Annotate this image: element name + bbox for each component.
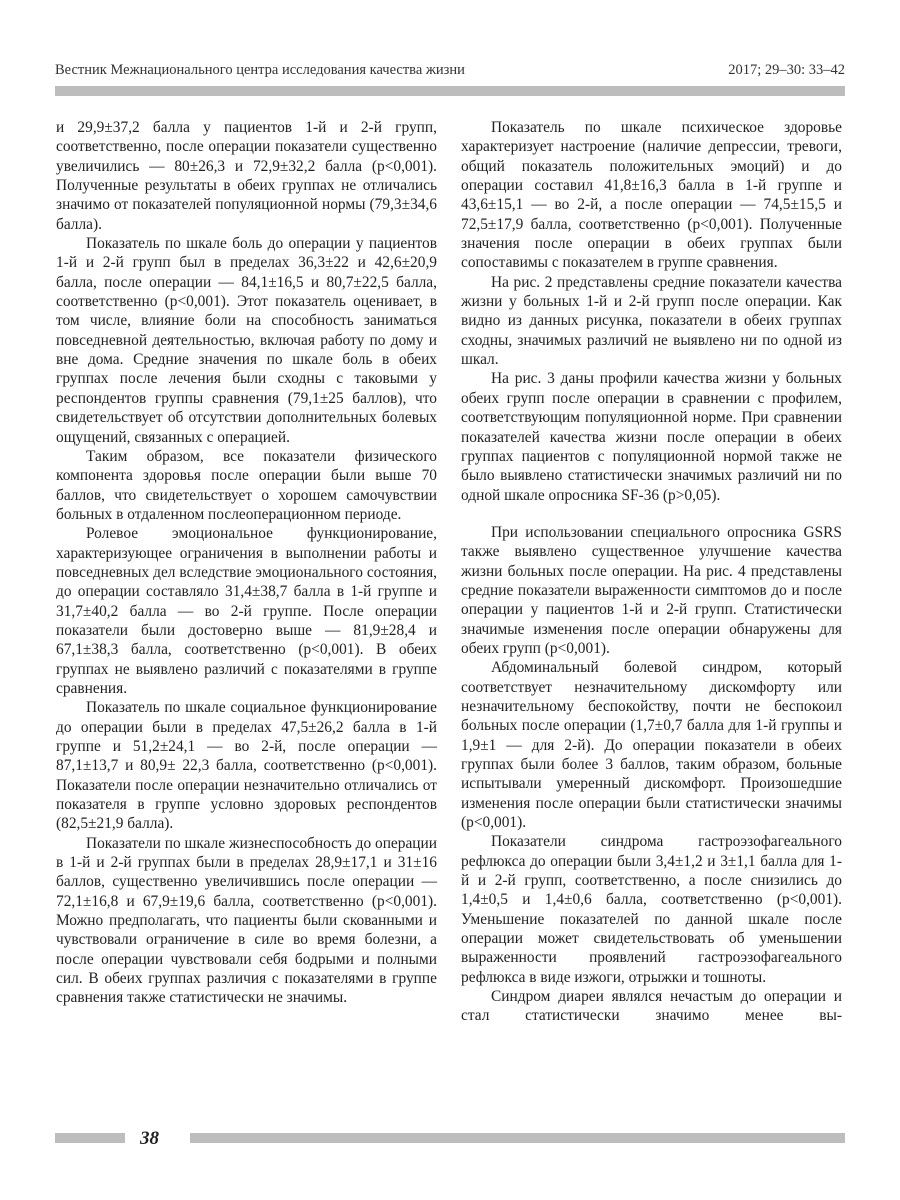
footer-rule-left (55, 1133, 125, 1143)
right-column (461, 118, 842, 1026)
paragraph: Показатель по шкале боль до операции у пациентов 1-й и 2-й групп был в пределах 36,3±22 и 42,6±20,9 балла, после операции — 84,1±16,5 и 80,7±22,5 балла, соответственно (p<0,001). Этот показатель оценивает, в том числе, влияние боли на способность заниматься повседневной деятельностью, включая работу по дому и вне дома. Средние значения по шкале боль в обеих группах после лечения были сходны с таковыми у респондентов группы сравнения (79,1±25 баллов), что свидетельствует об отсутствии дополнительных болевых ощущений, связанных с операцией. (56, 235, 437, 446)
paragraph: Абдоминальный болевой синдром, который соответствует незначительному дискомфорту или незначительному беспокойству, почти не беспокоил больных после операции (1,7±0,7 балла для 1-й группы и 1,9±1 — для 2-й). До операции показатели в обеих группах были более 3 баллов, таким образом, больные испытывали умеренный дискомфорт. Произошедшие изменения после операции были статистически значимы (p<0,001). (461, 659, 842, 832)
paragraph: На рис. 3 даны профили качества жизни у больных обеих групп после операции в сравнении с профилем, соответствующим популяционной норме. При сравнении показателей качества жизни после операции в обеих группах пациентов с популяционной нормой также не было выявлено статистически значимых различий ни по одной шкале опросника SF-36 (p>0,05). (461, 370, 842, 504)
paragraph: При использовании специального опросника GSRS также выявлено существенное улучшение качества жизни больных после операции. На рис. 4 представлены средние показатели выраженности симптомов до и после операции у пациентов 1-й и 2-й групп. Статистически значимые изменения после операции обнаружены для обеих групп (p<0,001). (461, 523, 842, 657)
footer-rule-right (190, 1133, 845, 1143)
paragraph: и 29,9±37,2 балла у пациентов 1-й и 2-й групп, соответственно, после операции показатели существенно увеличились — 80±26,3 и 72,9±32,2 балла (p<0,001). Полученные результаты в обеих группах не отличались значимо от показателей популяционной нормы (79,3±34,6 балла). (56, 119, 437, 233)
paragraph: Показатели синдрома гастроэзофагеального рефлюкса до операции были 3,4±1,2 и 3±1,1 балла для 1-й и 2-й групп, соответственно, а после снизились до 1,4±0,5 и 1,4±0,6 балла, соответственно (p<0,001). Уменьшение показателей по данной шкале после операции может свидетельствовать об уменьшении выраженности проявлений гастроэзофагеального рефлюкса в виде изжоги, отрыжки и тошноты. (461, 833, 842, 986)
paragraph: Таким образом, все показатели физического компонента здоровья после операции были выше 70 баллов, что свидетельствует о хорошем самочувствии больных в отдаленном послеоперационном периоде. (56, 447, 437, 523)
page-number: 38 (140, 1128, 159, 1149)
journal-title: Вестник Межнационального центра исследования качества жизни (55, 62, 465, 78)
paragraph: Показатели по шкале жизнеспособность до операции в 1-й и 2-й группах были в пределах 28,9±17,1 и 31±16 баллов, существенно увеличившись после операции — 72,1±16,8 и 67,9±19,6 балла, соответственно (p<0,001). Можно предполагать, что пациенты были скованными и чувствовали ограничение в силе во время болезни, а после операции чувствовали себя бодрыми и полными сил. В обеих группах различия с показателями в группе сравнения также статистически не значимы. (56, 834, 437, 1007)
left-column (56, 118, 437, 1008)
issue-citation: 2017; 29–30: 33–42 (728, 62, 845, 78)
paragraph: Синдром диареи являлся нечастым до операции и стал статистически значимо менее вы- (461, 988, 842, 1025)
running-header (55, 62, 845, 82)
paragraph: Показатель по шкале психическое здоровье характеризует настроение (наличие депрессии, тревоги, общий показатель положительных эмоций) и до операции составил 41,8±16,3 балла в 1-й группе и 43,6±15,1 — во 2-й, а после операции — 74,5±15,5 и 72,5±17,9 балла, соответственно (p<0,001). Полученные значения после операции в обеих группах были сопоставимы с показателем в группе сравнения. (461, 119, 842, 272)
paragraph: На рис. 2 представлены средние показатели качества жизни у больных 1-й и 2-й групп после операции. Как видно из данных рисунка, показатели в обеих группах сходны, значимых различий не выявлено ни по одной из шкал. (461, 273, 842, 369)
header-rule (55, 86, 845, 96)
paragraph: Ролевое эмоциональное функционирование, характеризующее ограничения в выполнении работы и повседневных дел вследствие эмоционального состояния, до операции составляло 31,4±38,7 балла в 1-й группе и 31,7±40,2 балла — во 2-й группе. После операции показатели были достоверно выше — 81,9±28,4 и 67,1±38,3 балла, соответственно (p<0,001). В обеих группах не выявлено различий с показателями в группе сравнения. (56, 525, 437, 697)
paragraph: Показатель по шкале социальное функционирование до операции были в пределах 47,5±26,2 балла в 1-й группе и 51,2±24,1 — во 2-й, после операции — 87,1±13,7 и 80,9± 22,3 балла, соответственно (p<0,001). Показатели после операции незначительно отличались от показателя в группе условно здоровых респондентов (82,5±21,9 балла). (56, 699, 437, 833)
